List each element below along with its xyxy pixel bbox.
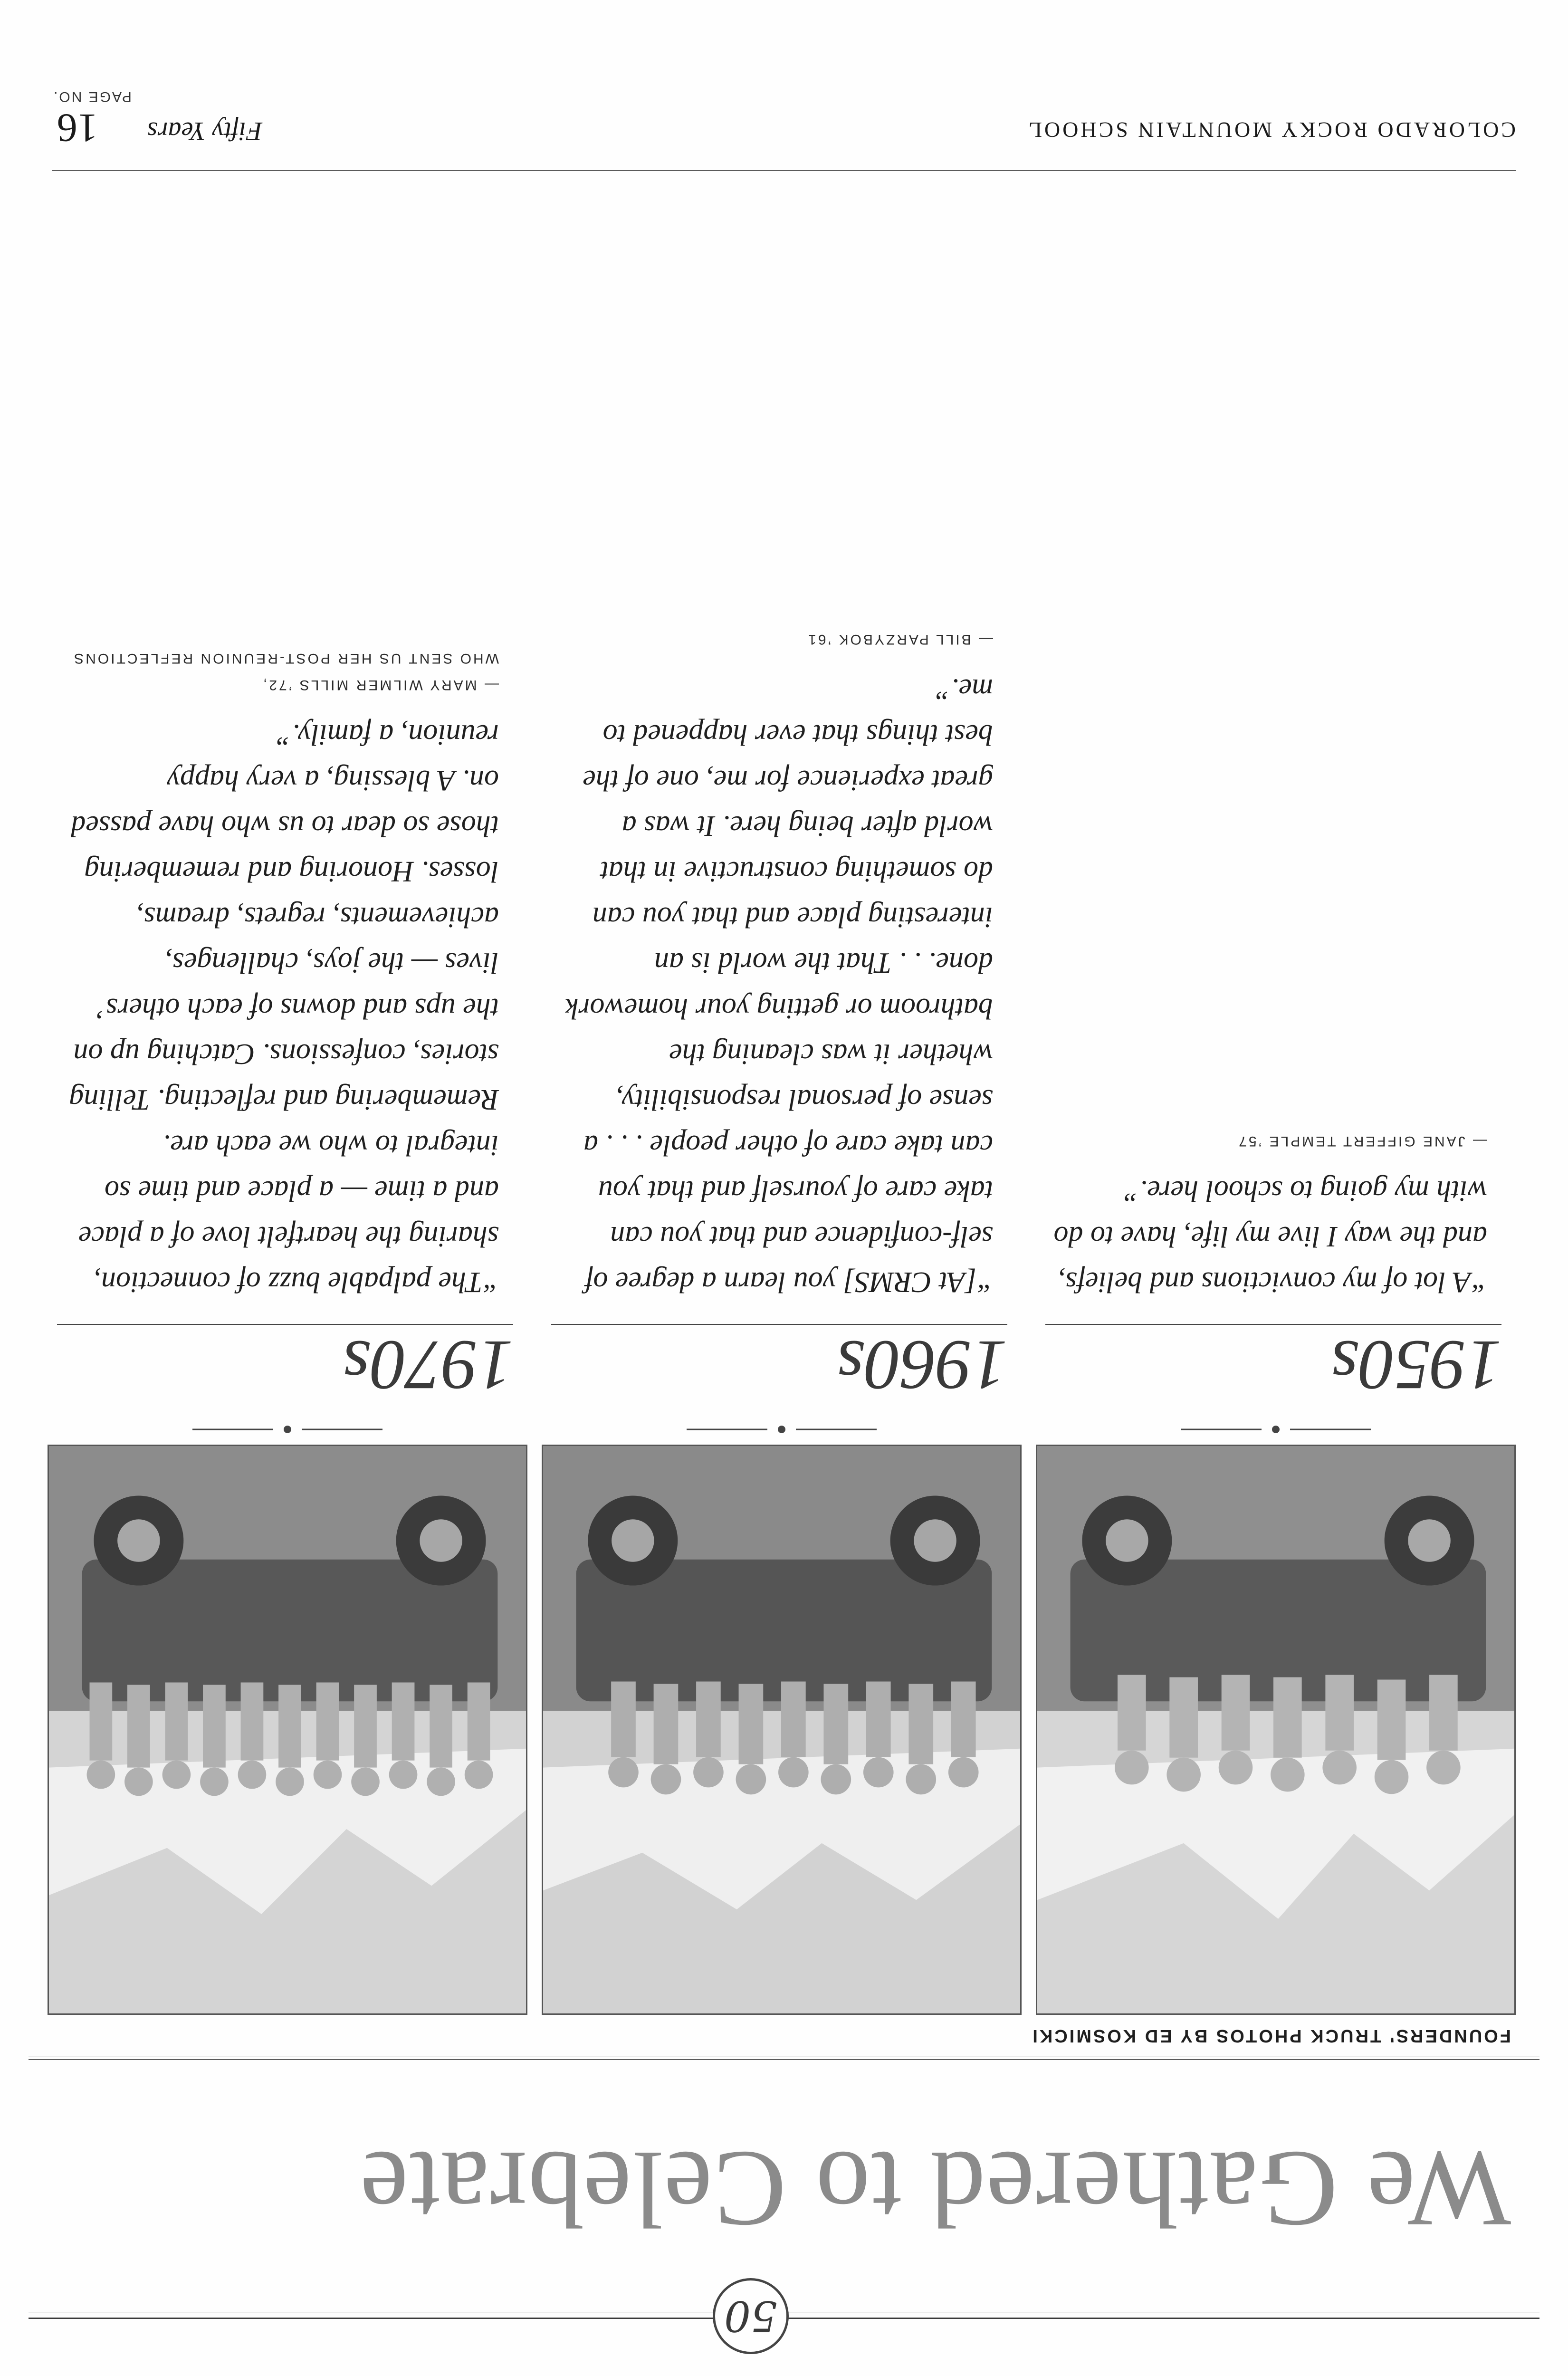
group-truck-photo-image	[49, 1446, 526, 2013]
column-1950s	[1036, 1133, 1516, 2015]
photo-credit: FOUNDERS' TRUCK PHOTOS BY ED KOSMICKI	[1031, 2026, 1511, 2046]
masthead	[29, 2291, 1539, 2341]
fifty-emblem: 50	[713, 2278, 789, 2354]
decade-rule	[551, 1324, 1007, 1325]
page-number: 16	[57, 105, 98, 151]
reunion-photo-1970s	[48, 1445, 527, 2015]
ornament-divider	[48, 1420, 527, 1439]
quote-attribution: — MARY WILMER MILLS ’72,	[261, 677, 499, 693]
decade-rule	[57, 1324, 513, 1325]
decade-heading: 1950s	[1331, 1326, 1501, 1405]
school-name: COLORADO ROCKY MOUNTAIN SCHOOL	[1026, 118, 1516, 142]
alumni-quote: “A lot of my convictions and beliefs, and the way I live my life, have to do with my going to school here.”	[1053, 1175, 1487, 1298]
page-number-label: PAGE NO.	[52, 89, 132, 105]
column-1970s	[48, 650, 527, 2015]
page-title: We Gathered to Celebrate	[359, 2129, 1511, 2250]
ornament-divider	[542, 1420, 1022, 1439]
column-1960s	[542, 631, 1022, 2015]
group-truck-photo-image	[1037, 1446, 1514, 2013]
footer-rule	[52, 170, 1516, 171]
group-truck-photo-image	[543, 1446, 1020, 2013]
decade-heading: 1960s	[837, 1326, 1007, 1405]
ornament-divider	[1036, 1420, 1516, 1439]
page-footer	[52, 89, 1516, 152]
series-title: Fifty Years	[147, 116, 263, 146]
quote-attribution: — JANE GIFFERT TEMPLE ’57	[1237, 1133, 1487, 1149]
alumni-quote: “The palpable buzz of connection, sharing the heartfelt love of a place and a time — a place and time so integral to who we each are. Remembering and reflecting. Telling stories, confessions. Catching up on the ups and downs of each others’ lives — the joys, challenges, achievements, regrets, dreams, losses. Honoring and remembering those so dear to us who have passed on. A blessing, a very happy reunion, a family.”	[69, 719, 499, 1298]
decade-rule	[1045, 1324, 1501, 1325]
photo-credit-rule	[29, 2057, 1539, 2060]
quote-attribution-note: WHO SENT US HER POST-REUNION REFLECTIONS	[72, 651, 499, 666]
quote-attribution: — BILL PARZYBOK ’61	[806, 632, 993, 647]
reunion-photo-1950s	[1036, 1445, 1516, 2015]
decade-heading: 1970s	[343, 1326, 513, 1405]
alumni-quote: “[At CRMS] you learn a degree of self-confidence and that you can take care of yourself and that you can take care of other people . . . a sense of personal responsibility, whether it was cleaning the bathroom or getting your homework done. . . That the world is an interesting place and that you can do something constructive in that world after being here. It was a great experience for me, one of the best things that ever happened to me.”	[565, 673, 993, 1298]
reunion-photo-1960s	[542, 1445, 1022, 2015]
